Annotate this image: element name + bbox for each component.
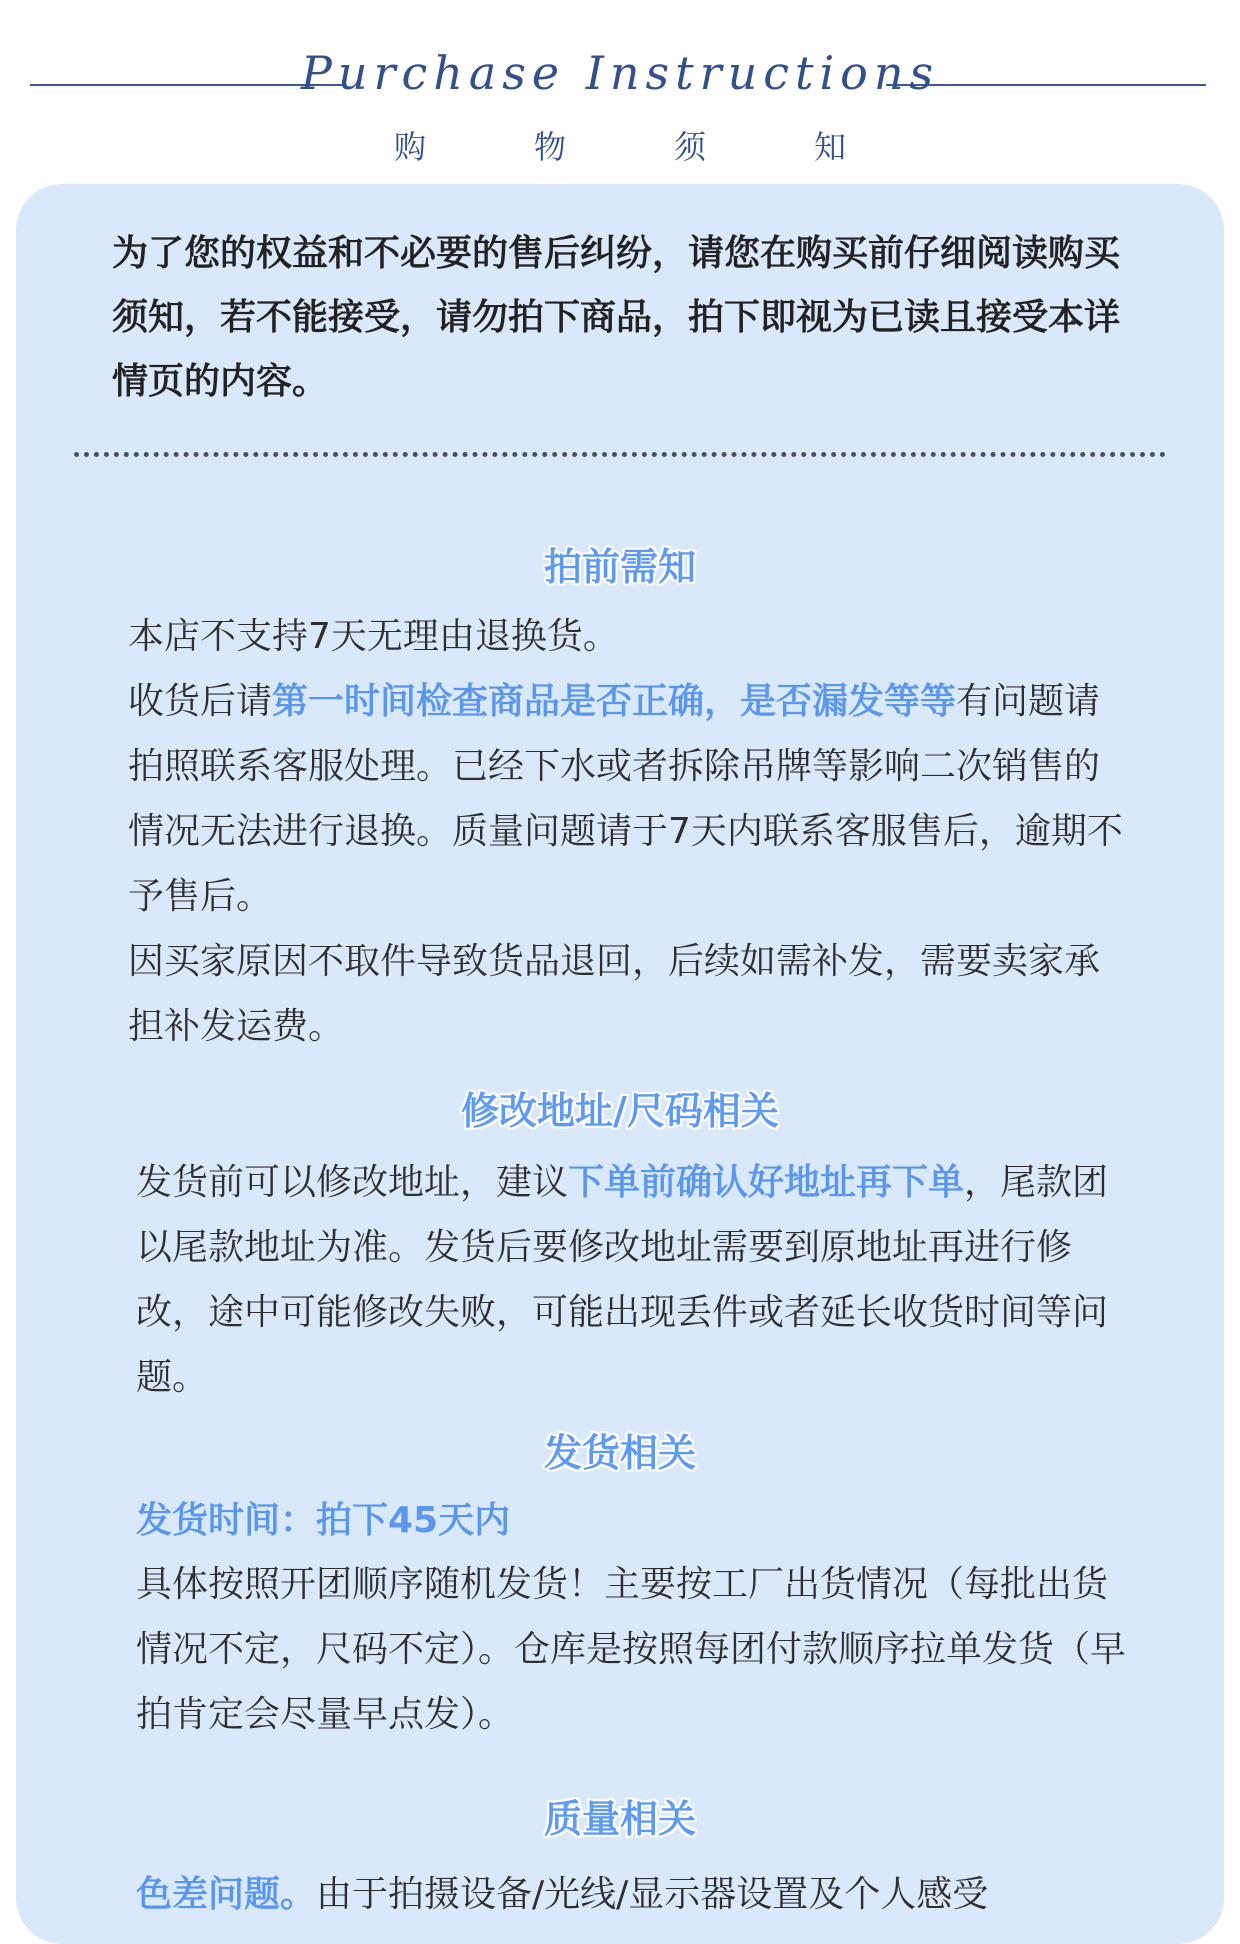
before-paragraph-2 xyxy=(128,669,1128,929)
title-cn-char: 物 xyxy=(533,128,566,166)
section-title-before-purchase: 拍前需知 xyxy=(543,545,696,589)
title-cn-char: 须 xyxy=(674,128,707,166)
shipping-time: 发货时间：拍下45天内 xyxy=(136,1500,511,1541)
title-cn-char: 知 xyxy=(814,128,847,166)
section-title-address-size: 修改地址/尺码相关 xyxy=(461,1089,779,1133)
before-paragraph-3: 因买家原因不取件导致货品退回，后续如需补发，需要卖家承担补发运费。 xyxy=(128,941,1101,1047)
title-en: Purchase Instructions xyxy=(300,46,940,100)
address-p-highlight: 下单前确认好地址再下单 xyxy=(568,1162,965,1203)
intro-text: 为了您的权益和不必要的售后纠纷，请您在购买前仔细阅读购买须知，若不能接受，请勿拍下商品，拍下即视为已读且接受本详情页的内容。 xyxy=(112,233,1121,402)
header xyxy=(0,0,1240,180)
title-cn xyxy=(0,122,1240,168)
address-p-start: 发货前可以修改地址，建议 xyxy=(136,1162,569,1203)
quality-text: 由于拍摄设备/光线/显示器设置及个人感受 xyxy=(316,1874,989,1915)
before-p2-start: 收货后请 xyxy=(128,681,273,722)
section-title-shipping: 发货相关 xyxy=(543,1431,696,1475)
quality-paragraph xyxy=(136,1862,1136,1927)
before-p2-end: 有问题请拍照联系客服处理。已经下水或者拆除吊牌等影响二次销售的情况无法进行退换。质量问题请于7天内联系客服售后，逾期不予售后。 xyxy=(128,681,1123,917)
address-p-end: ，尾款团以尾款地址为准。发货后要修改地址需要到原地址再进行修改，途中可能修改失败，可能出现丢件或者延长收货时间等问题。 xyxy=(136,1162,1109,1398)
before-p2-highlight: 第一时间检查商品是否正确，是否漏发等等 xyxy=(272,681,957,722)
section-title-quality: 质量相关 xyxy=(543,1797,696,1841)
before-paragraph-1: 本店不支持7天无理由退换货。 xyxy=(128,616,619,657)
dotted-divider xyxy=(74,452,1166,457)
shipping-paragraph: 具体按照开团顺序随机发货！主要按工厂出货情况（每批出货情况不定，尺码不定）。仓库是按照每团付款顺序拉单发货（早拍肯定会尽量早点发）。 xyxy=(136,1564,1127,1735)
quality-lead: 色差问题。 xyxy=(136,1874,317,1915)
title-cn-char: 购 xyxy=(393,128,426,166)
address-paragraph xyxy=(136,1150,1136,1410)
